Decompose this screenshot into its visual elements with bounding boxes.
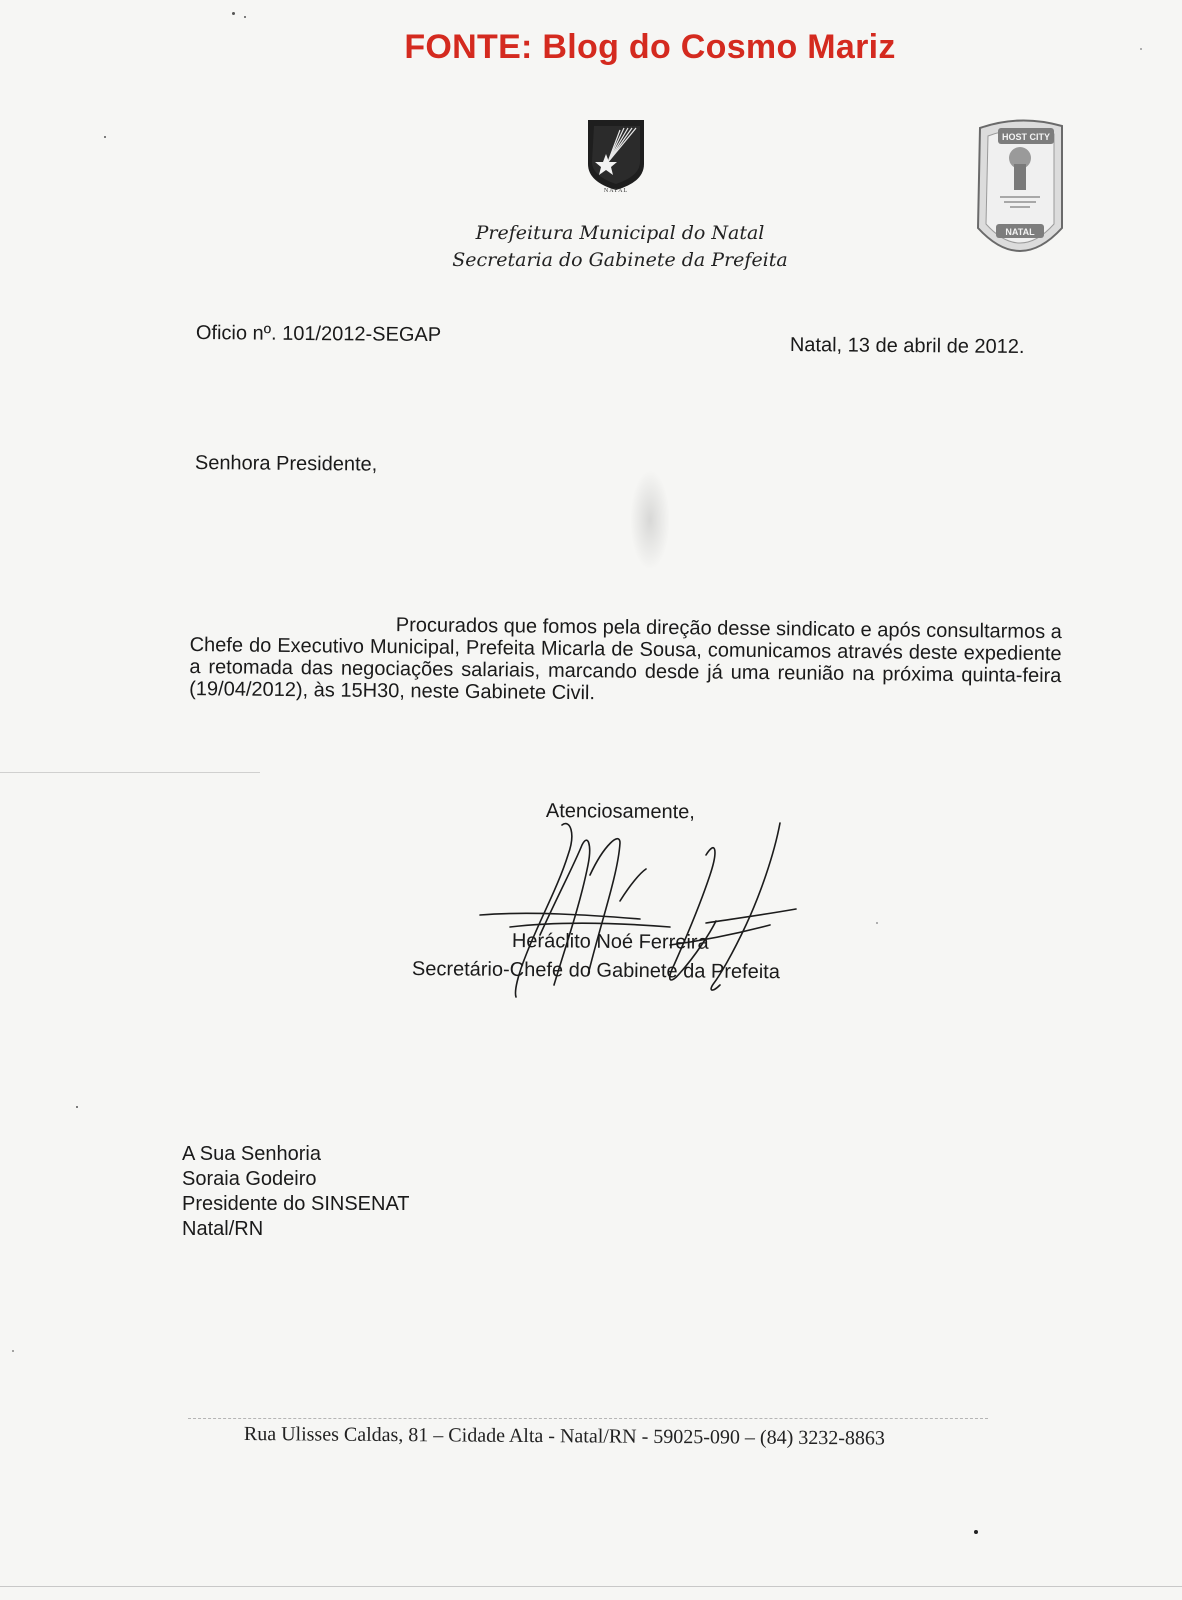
letterhead <box>450 220 790 274</box>
scan-speck <box>12 1350 14 1352</box>
host-seal-bottom-text: NATAL <box>1005 227 1035 237</box>
fold-line <box>0 772 260 773</box>
letter-body: Procurados que fomos pela direção desse sindicato e após consultarmos a Chefe do Executivo Municipal, Prefeita Micarla de Sousa, comunicamos através deste expediente a retomada das negociações salariais, marcando desde já uma reunião na próxima quinta-feira (19/04/2012), às 15H30, neste Gabinete Civil. <box>189 614 1062 705</box>
handwritten-signature <box>470 815 810 1015</box>
signer-name: Heráclito Noé Ferreira <box>511 930 709 954</box>
scan-speck <box>76 1106 78 1108</box>
scan-speck <box>244 16 246 18</box>
source-banner: FONTE: Blog do Cosmo Mariz <box>404 28 896 66</box>
host-seal-top-text: HOST CITY <box>1001 132 1051 142</box>
recipient-line-1: A Sua Senhoria <box>182 1143 321 1165</box>
office-reference: Oficio nº. 101/2012-SEGAP <box>195 322 442 347</box>
signer-title: Secretário-Chefe do Gabinete da Prefeita <box>411 958 780 984</box>
recipient-block <box>182 1142 410 1242</box>
letterhead-line-2: Secretaria do Gabinete da Prefeita <box>452 249 788 271</box>
scan-speck <box>974 1530 978 1534</box>
scan-speck <box>232 12 235 15</box>
footer-divider <box>188 1418 988 1419</box>
footer-address: Rua Ulisses Caldas, 81 – Cidade Alta - Natal/RN - 59025-090 – (84) 3232-8863 <box>243 1423 886 1450</box>
scan-speck <box>1140 48 1142 50</box>
scan-speck <box>104 136 106 138</box>
recipient-line-3: Presidente do SINSENAT <box>182 1193 410 1215</box>
page-bottom-edge <box>0 1586 1182 1587</box>
letter-date: Natal, 13 de abril de 2012. <box>789 334 1025 359</box>
scan-speck <box>876 922 878 924</box>
host-city-seal-icon <box>970 116 1070 266</box>
salutation: Senhora Presidente, <box>194 452 378 476</box>
recipient-line-4: Natal/RN <box>182 1218 264 1240</box>
letterhead-line-1: Prefeitura Municipal do Natal <box>475 222 765 244</box>
crest-label: NATAL <box>603 188 629 194</box>
scan-smudge <box>630 470 670 570</box>
closing: Atenciosamente, <box>545 800 695 824</box>
recipient-line-2: Soraia Godeiro <box>182 1168 317 1190</box>
